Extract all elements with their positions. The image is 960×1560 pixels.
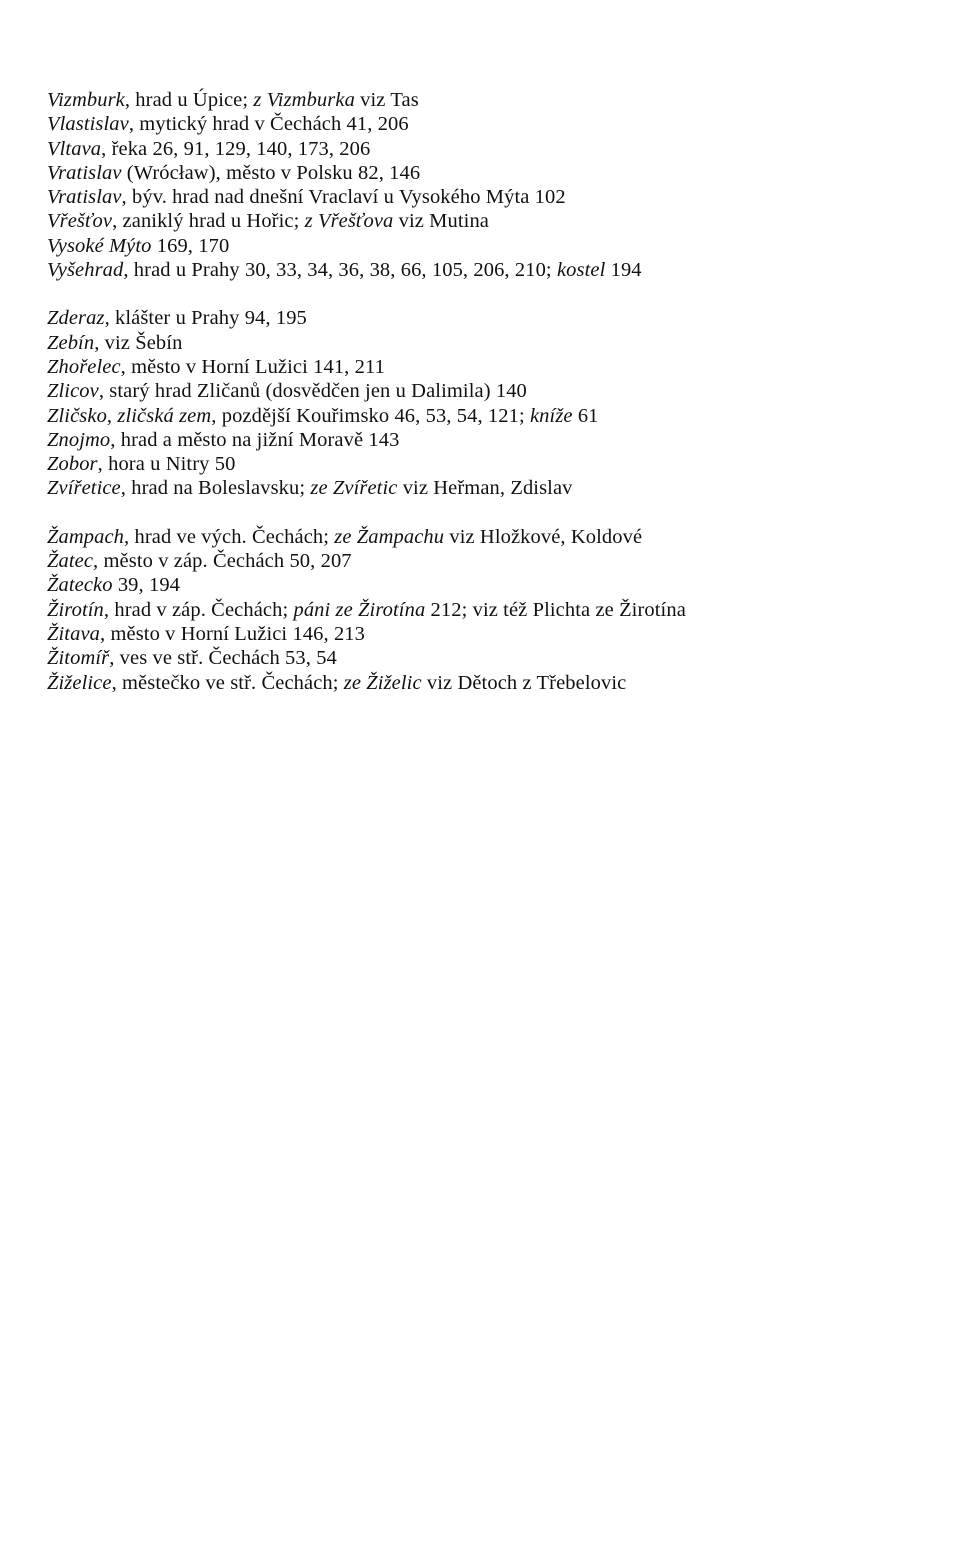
index-entry xyxy=(47,209,927,233)
index-entry xyxy=(47,88,927,112)
entry-italic-text: Vratislav xyxy=(47,161,122,184)
entry-italic-text: Vysoké Mýto xyxy=(47,234,152,257)
entry-text: , hrad u Prahy 30, 33, 34, 36, 38, 66, 105, 206, 210; xyxy=(123,259,557,282)
index-entry xyxy=(47,549,927,573)
entry-italic-text: Žiželice xyxy=(47,671,112,694)
entry-italic-text: Zobor xyxy=(47,453,98,476)
index-entry xyxy=(47,646,927,670)
entry-italic-text: z Vřešťova xyxy=(304,210,394,233)
entry-text: , hora u Nitry 50 xyxy=(97,453,236,476)
entry-text: , město v Horní Lužici 146, 213 xyxy=(100,622,366,645)
entry-italic-text: Znojmo xyxy=(47,428,111,451)
index-entry xyxy=(47,331,927,355)
entry-text: , hrad ve vých. Čechách; xyxy=(124,525,335,548)
entry-text: viz Hložkové, Koldové xyxy=(444,525,643,548)
index-entry xyxy=(47,185,927,209)
index-section xyxy=(47,88,927,282)
entry-text: , pozdější Kouřimsko 46, 53, 54, 121; xyxy=(211,404,530,427)
index-entry xyxy=(47,671,927,695)
entry-italic-text: Žatec xyxy=(47,550,94,573)
entry-italic-text: ze Žampachu xyxy=(334,525,445,548)
index-entry xyxy=(47,525,927,549)
index-entry xyxy=(47,476,927,500)
entry-italic-text: Zebín xyxy=(47,331,95,354)
index-entry xyxy=(47,622,927,646)
entry-italic-text: Vyšehrad xyxy=(47,259,124,282)
entry-italic-text: Vizmburk xyxy=(47,89,125,111)
entry-italic-text: Vratislav xyxy=(47,186,122,209)
index-entry xyxy=(47,355,927,379)
entry-text: , řeka 26, 91, 129, 140, 173, 206 xyxy=(101,137,371,160)
entry-text: viz Dětoch z Třebelovic xyxy=(421,671,627,694)
entry-italic-text: Zličsko, zličská zem xyxy=(47,404,212,427)
index-section xyxy=(47,306,927,500)
index-entry xyxy=(47,573,927,597)
entry-text: , hrad a město na jižní Moravě 143 xyxy=(110,428,400,451)
entry-text: (Wrócław), město v Polsku 82, 146 xyxy=(121,161,421,184)
entry-italic-text: páni ze Žirotína xyxy=(293,598,426,621)
entry-italic-text: Vltava xyxy=(47,137,102,160)
index-entry xyxy=(47,258,927,282)
entry-text: , starý hrad Zličanů (dosvědčen jen u Dalimila) 140 xyxy=(98,380,527,403)
index-page xyxy=(47,88,927,695)
entry-text: , ves ve stř. Čechách 53, 54 xyxy=(109,647,337,670)
entry-text: viz Tas xyxy=(354,89,419,111)
entry-italic-text: Vřešťov xyxy=(47,210,113,233)
index-entry xyxy=(47,161,927,185)
index-entry xyxy=(47,452,927,476)
index-entry xyxy=(47,112,927,136)
entry-italic-text: Zvířetice xyxy=(47,477,121,500)
index-entry xyxy=(47,379,927,403)
entry-text: , hrad u Úpice; xyxy=(124,89,254,111)
entry-italic-text: Zhořelec xyxy=(47,355,121,378)
entry-text: , město v záp. Čechách 50, 207 xyxy=(93,550,352,573)
entry-text: 169, 170 xyxy=(151,234,230,257)
entry-text: 61 xyxy=(572,404,599,427)
entry-text: , městečko ve stř. Čechách; xyxy=(111,671,344,694)
entry-text: , město v Horní Lužici 141, 211 xyxy=(120,355,385,378)
entry-text: 212; viz též Plichta ze Žirotína xyxy=(425,598,686,621)
entry-text: , zaniklý hrad u Hořic; xyxy=(112,210,305,233)
entry-text: 194 xyxy=(605,259,642,282)
entry-text: , viz Šebín xyxy=(94,331,183,354)
index-entry xyxy=(47,404,927,428)
entry-text: viz Mutina xyxy=(393,210,490,233)
index-section xyxy=(47,525,927,695)
entry-italic-text: kostel xyxy=(556,259,606,282)
entry-italic-text: Žitomíř xyxy=(47,647,110,670)
entry-text: , býv. hrad nad dnešní Vraclaví u Vysokého Mýta 102 xyxy=(121,186,566,209)
index-entry xyxy=(47,306,927,330)
index-entry xyxy=(47,598,927,622)
entry-italic-text: Zlicov xyxy=(47,380,99,403)
entry-italic-text: kníže xyxy=(529,404,573,427)
entry-text: viz Heřman, Zdislav xyxy=(397,477,573,500)
entry-italic-text: Žampach xyxy=(47,525,125,548)
index-entry xyxy=(47,428,927,452)
entry-italic-text: ze Žiželic xyxy=(343,671,422,694)
index-entry xyxy=(47,234,927,258)
index-entry xyxy=(47,137,927,161)
entry-italic-text: Žirotín xyxy=(47,598,104,621)
entry-italic-text: ze Zvířetic xyxy=(310,477,398,500)
entry-italic-text: Zderaz xyxy=(47,307,105,330)
entry-text: , klášter u Prahy 94, 195 xyxy=(104,307,307,330)
entry-italic-text: z Vizmburka xyxy=(253,89,355,111)
entry-text: , hrad na Boleslavsku; xyxy=(120,477,311,500)
entry-text: , hrad v záp. Čechách; xyxy=(103,598,294,621)
entry-text: , mytický hrad v Čechách 41, 206 xyxy=(128,113,409,136)
entry-text: 39, 194 xyxy=(112,574,181,597)
entry-italic-text: Vlastislav xyxy=(47,113,129,136)
entry-italic-text: Žatecko xyxy=(47,574,113,597)
entry-italic-text: Žitava xyxy=(47,622,100,645)
